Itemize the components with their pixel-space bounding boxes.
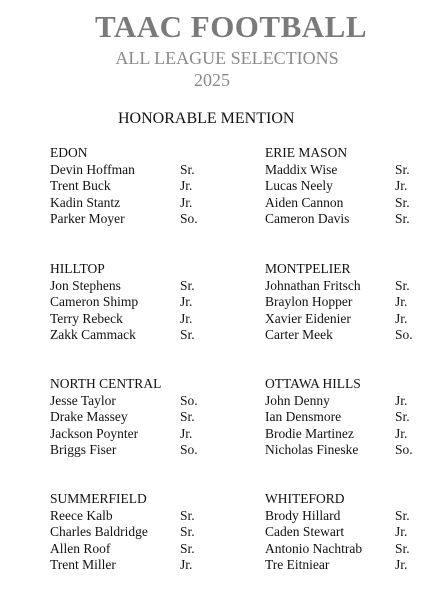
player-name: John Denny — [265, 392, 330, 408]
player-class: Jr. — [395, 425, 408, 441]
player-name: Zakk Cammack — [50, 327, 136, 342]
player-name: Jon Stephens — [50, 277, 121, 293]
player-class: Jr. — [180, 194, 193, 210]
player-name: Trent Miller — [50, 557, 116, 572]
player-row — [265, 557, 444, 574]
player-row — [50, 195, 230, 212]
player-name: Terry Rebeck — [50, 310, 123, 326]
player-row — [50, 393, 230, 410]
player-class: Sr. — [180, 540, 195, 556]
team-block-whiteford — [265, 491, 444, 574]
player-class: Sr. — [180, 161, 195, 177]
player-class: Jr. — [395, 524, 408, 539]
player-name: Kadin Stantz — [50, 194, 121, 210]
player-class: Jr. — [395, 294, 408, 309]
player-row — [50, 178, 230, 195]
player-name: Reece Kalb — [50, 507, 113, 523]
player-row — [265, 211, 444, 228]
player-class: Sr. — [395, 540, 410, 556]
player-row — [265, 162, 444, 179]
player-row — [265, 393, 444, 410]
player-row — [50, 294, 230, 311]
team-name: EDON — [50, 145, 88, 160]
player-class: Sr. — [395, 194, 410, 210]
team-block-hilltop — [50, 261, 230, 344]
player-name: Braylon Hopper — [265, 294, 353, 309]
player-class: Sr. — [180, 277, 195, 293]
player-class: Sr. — [180, 409, 195, 424]
team-name: WHITEFORD — [265, 491, 345, 506]
player-row — [50, 162, 230, 179]
player-name: Parker Moyer — [50, 211, 125, 226]
team-name: ERIE MASON — [265, 145, 348, 160]
player-name: Briggs Fiser — [50, 442, 117, 457]
player-class: Jr. — [180, 294, 193, 309]
team-block-ottawa-hills — [265, 376, 444, 459]
player-name: Caden Stewart — [265, 524, 345, 539]
player-row — [265, 442, 444, 459]
player-class: Sr. — [180, 507, 195, 523]
player-name: Brodie Martinez — [265, 425, 354, 441]
player-class: So. — [180, 442, 198, 457]
player-class: Jr. — [395, 310, 408, 326]
player-class: Sr. — [395, 277, 410, 293]
player-name: Cameron Shimp — [50, 294, 139, 309]
player-row — [50, 524, 230, 541]
player-class: So. — [395, 442, 413, 457]
player-name: Brody Hillard — [265, 507, 341, 523]
page-title: TAAC FOOTBALL — [94, 9, 368, 44]
player-name: Drake Massey — [50, 409, 128, 424]
player-class: Jr. — [180, 425, 193, 441]
player-name: Aiden Cannon — [265, 194, 344, 210]
player-class: Jr. — [395, 557, 408, 572]
player-row — [50, 508, 230, 525]
player-row — [265, 195, 444, 212]
team-name: HILLTOP — [50, 261, 105, 276]
player-name: Trent Buck — [50, 178, 111, 193]
player-class: Jr. — [395, 392, 408, 408]
team-name: OTTAWA HILLS — [265, 376, 361, 391]
season-year: 2025 — [194, 70, 230, 90]
player-row — [265, 524, 444, 541]
player-class: So. — [180, 211, 198, 226]
player-name: Lucas Neely — [265, 178, 333, 193]
player-name: Jesse Taylor — [50, 392, 116, 408]
player-row — [265, 294, 444, 311]
player-row — [50, 541, 230, 558]
player-class: Jr. — [180, 310, 193, 326]
team-block-summerfield — [50, 491, 230, 574]
page-subtitle: ALL LEAGUE SELECTIONS — [115, 48, 339, 68]
player-row — [265, 278, 444, 295]
player-class: Sr. — [180, 524, 195, 539]
player-class: Sr. — [395, 507, 410, 523]
player-name: Maddix Wise — [265, 161, 338, 177]
player-name: Johnathan Fritsch — [265, 277, 361, 293]
player-row — [265, 409, 444, 426]
player-row — [50, 278, 230, 295]
player-class: Sr. — [180, 327, 195, 342]
player-row — [50, 557, 230, 574]
player-row — [50, 426, 230, 443]
player-row — [50, 311, 230, 328]
team-block-montpelier — [265, 261, 444, 344]
player-class: Jr. — [395, 178, 408, 193]
player-row — [265, 508, 444, 525]
player-class: So. — [180, 392, 198, 408]
player-name: Ian Densmore — [265, 409, 342, 424]
player-name: Tre Eitniear — [265, 557, 330, 572]
player-row — [50, 442, 230, 459]
player-row — [50, 409, 230, 426]
player-row — [265, 426, 444, 443]
player-row — [265, 327, 444, 344]
player-name: Charles Baldridge — [50, 524, 148, 539]
player-class: Sr. — [395, 211, 410, 226]
player-row — [265, 541, 444, 558]
player-row — [265, 178, 444, 195]
player-class: So. — [395, 327, 413, 342]
player-name: Xavier Eidenier — [265, 310, 351, 326]
player-name: Nicholas Fineske — [265, 442, 359, 457]
player-class: Jr. — [180, 178, 193, 193]
player-name: Antonio Nachtrab — [265, 540, 363, 556]
team-name: SUMMERFIELD — [50, 491, 147, 506]
player-row — [50, 327, 230, 344]
team-name: NORTH CENTRAL — [50, 376, 162, 391]
player-name: Allen Roof — [50, 540, 111, 556]
team-block-edon — [50, 145, 230, 228]
player-row — [265, 311, 444, 328]
player-class: Sr. — [395, 161, 410, 177]
player-name: Carter Meek — [265, 327, 333, 342]
team-block-north-central — [50, 376, 230, 459]
team-block-erie-mason — [265, 145, 444, 228]
section-heading: HONORABLE MENTION — [118, 110, 295, 127]
player-name: Devin Hoffman — [50, 161, 135, 177]
player-class: Jr. — [180, 557, 193, 572]
player-class: Sr. — [395, 409, 410, 424]
player-name: Cameron Davis — [265, 211, 350, 226]
player-name: Jackson Poynter — [50, 425, 139, 441]
team-name: MONTPELIER — [265, 261, 351, 276]
player-row — [50, 211, 230, 228]
